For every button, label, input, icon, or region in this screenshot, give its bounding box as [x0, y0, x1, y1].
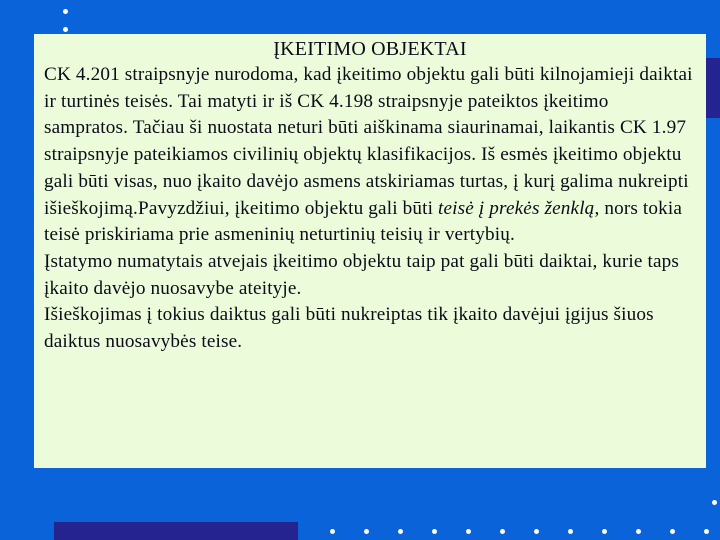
decor-dot [364, 529, 369, 534]
paragraph-1-italic: teisė į prekės ženklą [438, 197, 595, 219]
decor-dot [63, 27, 68, 32]
paragraph-2: Įstatymo numatytais atvejais įkeitimo objektu taip pat gali būti daiktai, kurie taps įkaito davėjo nuosavybe ateityje. [44, 250, 679, 299]
paragraph-1-text: CK 4.201 straipsnyje nurodoma, kad įkeitimo objektu gali būti kilnojamieji daiktai ir turtinės teisės. Tai matyti ir iš CK 4.198 straipsnyje pateiktos įkeitimo sampratos. Tačiau ši nuostata neturi būti aiškinama siaurinamai, laikantis CK 1.97 straipsnyje pateikiamos civilinių objektų klasifikacijos. Iš esmės įkeitimo objektu gali būti visas, nuo įkaito davėjo asmens atskiriamas turtas, į kurį galima nukreipti išieškojimą.Pavyzdžiui, įkeitimo objektu gali būti [44, 64, 693, 219]
decor-dot [466, 529, 471, 534]
decor-dot [534, 529, 539, 534]
decor-dot [432, 529, 437, 534]
paragraph-3: Išieškojimas į tokius daiktus gali būti nukreiptas tik įkaito davėjui įgijus šiuos daiktus nuosavybės teise. [44, 304, 654, 353]
decor-dot [398, 529, 403, 534]
decor-dot [712, 500, 717, 505]
decor-dot [500, 529, 505, 534]
paragraph-1-text-end: , nors tokia teisė priskiriama prie asmeninių neturtinių teisių ir vertybių. [44, 197, 683, 246]
decor-dot [568, 529, 573, 534]
decor-dot [636, 529, 641, 534]
decor-dot [704, 529, 709, 534]
slide-text-box [34, 34, 706, 468]
decor-dot [670, 529, 675, 534]
decor-dot [602, 529, 607, 534]
slide-title: ĮKEITIMO OBJEKTAI [273, 38, 467, 60]
decor-dot [63, 9, 68, 14]
decor-accent-bar-right [706, 58, 720, 118]
paragraph-1 [44, 62, 696, 249]
decor-accent-bar-bottom [54, 522, 298, 540]
decor-dot [330, 529, 335, 534]
